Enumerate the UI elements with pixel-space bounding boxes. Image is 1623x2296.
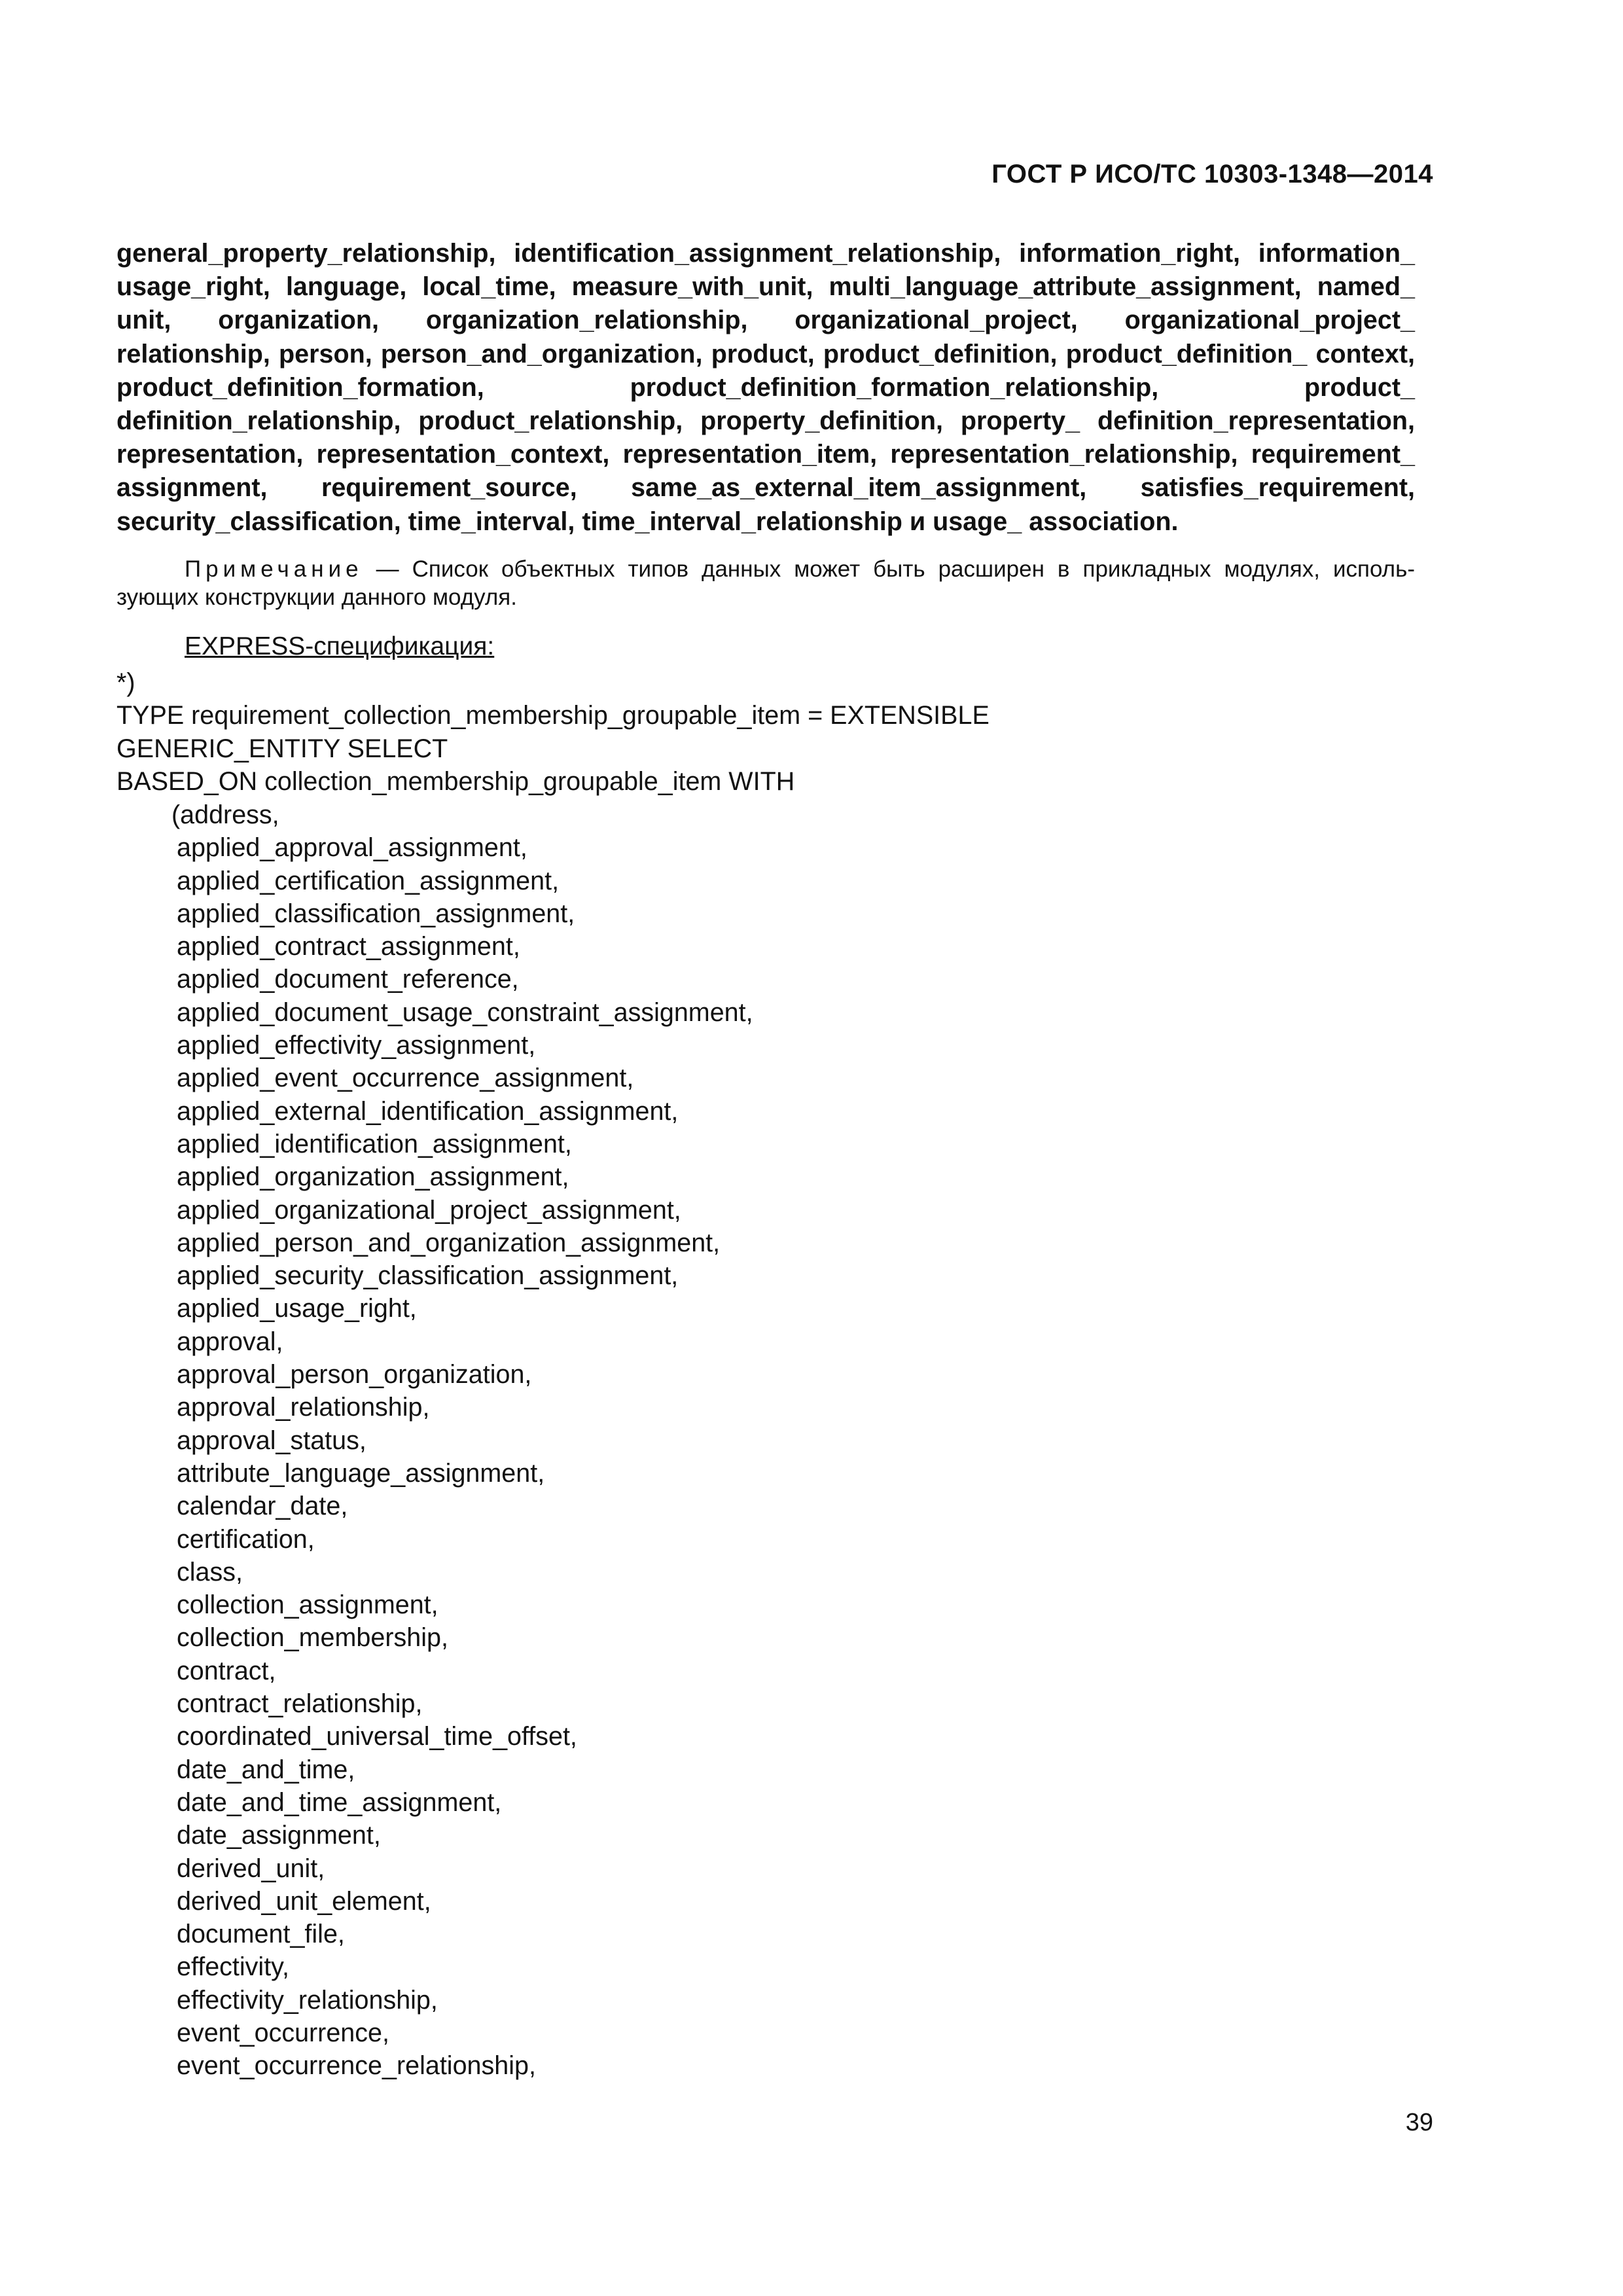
- select-item: applied_event_occurrence_assignment,: [177, 1064, 634, 1093]
- select-item: certification,: [177, 1524, 315, 1554]
- express-spec-label: EXPRESS-спецификация: [185, 632, 488, 660]
- select-item: derived_unit_element,: [177, 1886, 431, 1916]
- code-line: GENERIC_ENTITY SELECT: [116, 734, 448, 763]
- note-indent: [116, 556, 185, 582]
- select-item: attribute_language_assignment,: [177, 1458, 545, 1488]
- select-item: class,: [177, 1557, 243, 1587]
- select-item: applied_organizational_project_assignment,: [177, 1195, 681, 1225]
- select-item: date_assignment,: [177, 1821, 381, 1850]
- select-item: applied_approval_assignment,: [177, 833, 527, 863]
- select-item: date_and_time_assignment,: [177, 1787, 502, 1817]
- select-item: applied_security_classification_assignment,: [177, 1261, 679, 1291]
- express-spec-colon: :: [487, 632, 495, 660]
- select-item: approval_relationship,: [177, 1393, 430, 1422]
- select-item: approval,: [177, 1327, 283, 1356]
- entity-list-paragraph: general_property_relationship, identification_assignment_relationship, information_right, information_ usage_right, language, local_time, measure_with_unit, multi_language_attribute_assignment, named_ unit, organization, organization_relationship, organizational_project, organizational_project_ relationship, person, person_and_organization, product, product_definition, product_definition_ context, product_definition_formation, product_definition_formation_relationship, product_ definition_relationship, product_relationship, property_definition, property_ definition_representation, representation, representation_context, representation_item, representation_relationship, requirement_ assignment, requirement_source, same_as_external_item_assignment, satisfies_requirement, security_classification, time_interval, time_interval_relationship и usage_ association.: [116, 239, 1415, 536]
- select-item: calendar_date,: [177, 1492, 348, 1521]
- select-item: applied_person_and_organization_assignment,: [177, 1228, 721, 1257]
- select-item: effectivity_relationship,: [177, 1985, 438, 2015]
- select-item: applied_document_usage_constraint_assignment,: [177, 997, 753, 1027]
- select-item: applied_effectivity_assignment,: [177, 1031, 536, 1060]
- select-item: applied_external_identification_assignment,: [177, 1096, 679, 1126]
- select-item: contract_relationship,: [177, 1689, 423, 1719]
- select-item: event_occurrence_relationship,: [177, 2051, 536, 2081]
- select-item: document_file,: [177, 1920, 345, 1949]
- standard-header: ГОСТ Р ИСО/ТС 10303-1348—2014: [991, 160, 1433, 188]
- express-spec-heading: [185, 632, 494, 661]
- select-item: applied_usage_right,: [177, 1294, 417, 1323]
- page-number: 39: [1405, 2109, 1433, 2136]
- select-item: approval_person_organization,: [177, 1360, 532, 1390]
- select-item: applied_organization_assignment,: [177, 1162, 569, 1192]
- select-item: applied_identification_assignment,: [177, 1129, 572, 1158]
- select-item: contract,: [177, 1656, 276, 1685]
- note-block: [116, 555, 1415, 611]
- select-item: (address,: [171, 800, 279, 829]
- note-text: — Список объектных типов данных может быть расширен в прикладных модулях, исполь-зующих конструкции данного модуля.: [116, 556, 1415, 610]
- select-item: applied_document_reference,: [177, 965, 519, 994]
- select-item-list: [171, 798, 753, 2083]
- select-item: approval_status,: [177, 1426, 366, 1455]
- code-line: TYPE requirement_collection_membership_groupable_item = EXTENSIBLE: [116, 701, 990, 730]
- select-item: date_and_time,: [177, 1755, 355, 1784]
- select-item: collection_membership,: [177, 1623, 448, 1653]
- select-item: applied_classification_assignment,: [177, 899, 575, 928]
- note-label: Примечание: [185, 556, 363, 582]
- select-item: effectivity,: [177, 1952, 289, 1982]
- select-item: coordinated_universal_time_offset,: [177, 1722, 577, 1751]
- select-item: applied_contract_assignment,: [177, 932, 520, 961]
- code-line: BASED_ON collection_membership_groupable_item WITH: [116, 766, 795, 796]
- code-line: *): [116, 668, 135, 697]
- select-item: derived_unit,: [177, 1854, 325, 1883]
- select-item: collection_assignment,: [177, 1590, 438, 1620]
- select-item: applied_certification_assignment,: [177, 866, 560, 895]
- select-item: event_occurrence,: [177, 2018, 389, 2047]
- express-code-header: [116, 666, 990, 798]
